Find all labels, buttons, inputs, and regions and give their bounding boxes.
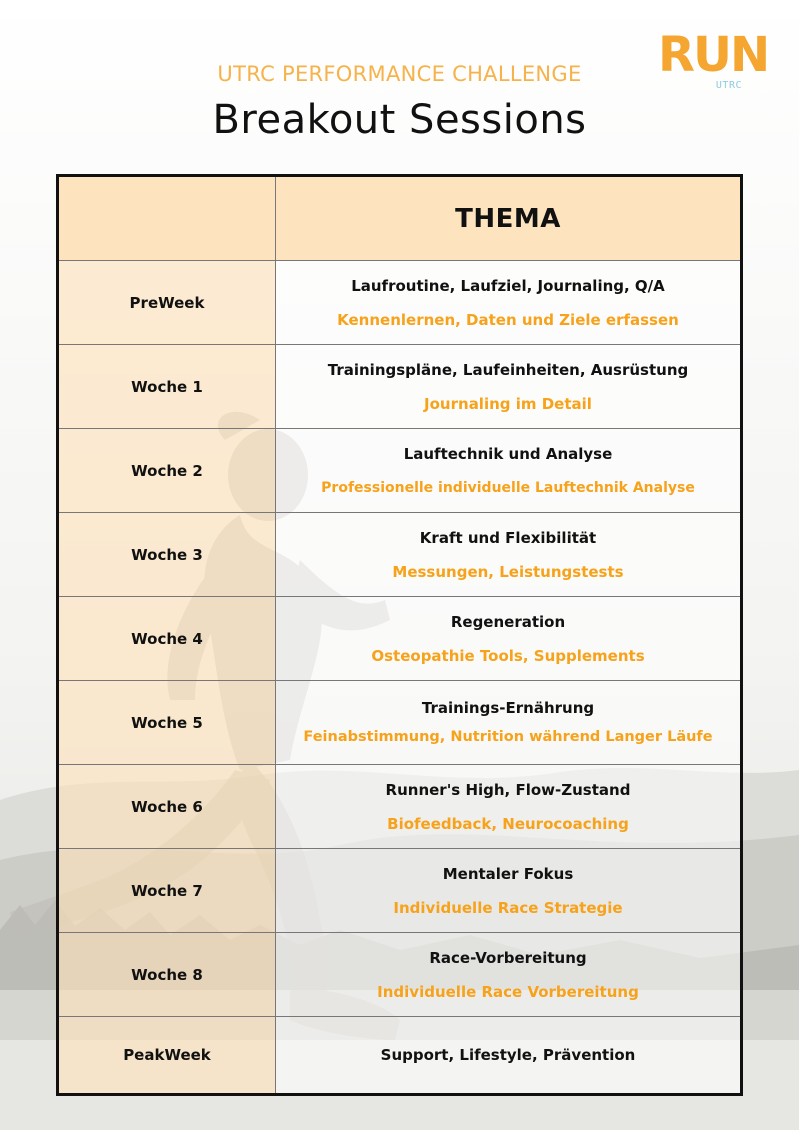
- week-label: PreWeek: [59, 261, 276, 344]
- topic-main: Kraft und Flexibilität: [419, 528, 597, 547]
- topic-sub: Journaling im Detail: [424, 394, 592, 413]
- week-label: Woche 2: [59, 429, 276, 512]
- topic-main: Lauftechnik und Analyse: [403, 444, 613, 463]
- table-row: [59, 933, 740, 1017]
- page-title: Breakout Sessions: [212, 97, 587, 143]
- table-row: [59, 429, 740, 513]
- table-row: [59, 345, 740, 429]
- topic-cell: [276, 849, 740, 932]
- topic-main: Runner's High, Flow-Zustand: [385, 780, 631, 799]
- topic-sub: Osteopathie Tools, Supplements: [371, 646, 645, 665]
- topic-cell: [276, 681, 740, 764]
- table-row: [59, 765, 740, 849]
- topic-sub: Feinabstimmung, Nutrition während Langer Läufe: [303, 729, 713, 745]
- topic-cell: [276, 429, 740, 512]
- topic-cell: [276, 261, 740, 344]
- header-thema-label: THEMA: [455, 203, 561, 234]
- topic-cell: [276, 765, 740, 848]
- topic-sub: Individuelle Race Strategie: [393, 898, 623, 917]
- topic-main: Laufroutine, Laufziel, Journaling, Q/A: [351, 276, 665, 295]
- topic-main: Trainingspläne, Laufeinheiten, Ausrüstung: [327, 360, 689, 379]
- topic-main: Race-Vorbereitung: [429, 948, 587, 967]
- topic-cell: [276, 345, 740, 428]
- table-row: [59, 1017, 740, 1093]
- topic-main: Regeneration: [450, 612, 566, 631]
- week-label: Woche 3: [59, 513, 276, 596]
- topic-main: Support, Lifestyle, Prävention: [380, 1045, 636, 1064]
- topic-main: Trainings-Ernährung: [421, 699, 595, 717]
- week-label: Woche 1: [59, 345, 276, 428]
- sessions-table: [56, 174, 743, 1096]
- table-row: [59, 849, 740, 933]
- table-header-row: [59, 177, 740, 261]
- topic-cell: [276, 933, 740, 1016]
- topic-sub: Kennenlernen, Daten und Ziele erfassen: [337, 310, 679, 329]
- header-topic-cell: [276, 177, 740, 260]
- table-row: [59, 261, 740, 345]
- topic-main: Mentaler Fokus: [442, 864, 574, 883]
- table-row: [59, 513, 740, 597]
- table-row: [59, 597, 740, 681]
- week-label: PeakWeek: [59, 1017, 276, 1093]
- week-label: Woche 5: [59, 681, 276, 764]
- week-label: Woche 6: [59, 765, 276, 848]
- topic-cell: [276, 597, 740, 680]
- page-subtitle: UTRC PERFORMANCE CHALLENGE: [217, 62, 582, 86]
- table-row: [59, 681, 740, 765]
- week-label: Woche 4: [59, 597, 276, 680]
- header-week-cell: [59, 177, 276, 260]
- topic-sub: Professionelle individuelle Lauftechnik Analyse: [321, 479, 695, 496]
- week-label: Woche 8: [59, 933, 276, 1016]
- topic-cell: [276, 513, 740, 596]
- topic-sub: Biofeedback, Neurocoaching: [387, 814, 629, 833]
- logo-run-text: RUN: [658, 27, 769, 83]
- topic-sub: Individuelle Race Vorbereitung: [377, 982, 639, 1001]
- topic-cell: [276, 1017, 740, 1093]
- logo-utrc-text: UTRC: [715, 80, 742, 91]
- week-label: Woche 7: [59, 849, 276, 932]
- topic-sub: Messungen, Leistungstests: [392, 562, 624, 581]
